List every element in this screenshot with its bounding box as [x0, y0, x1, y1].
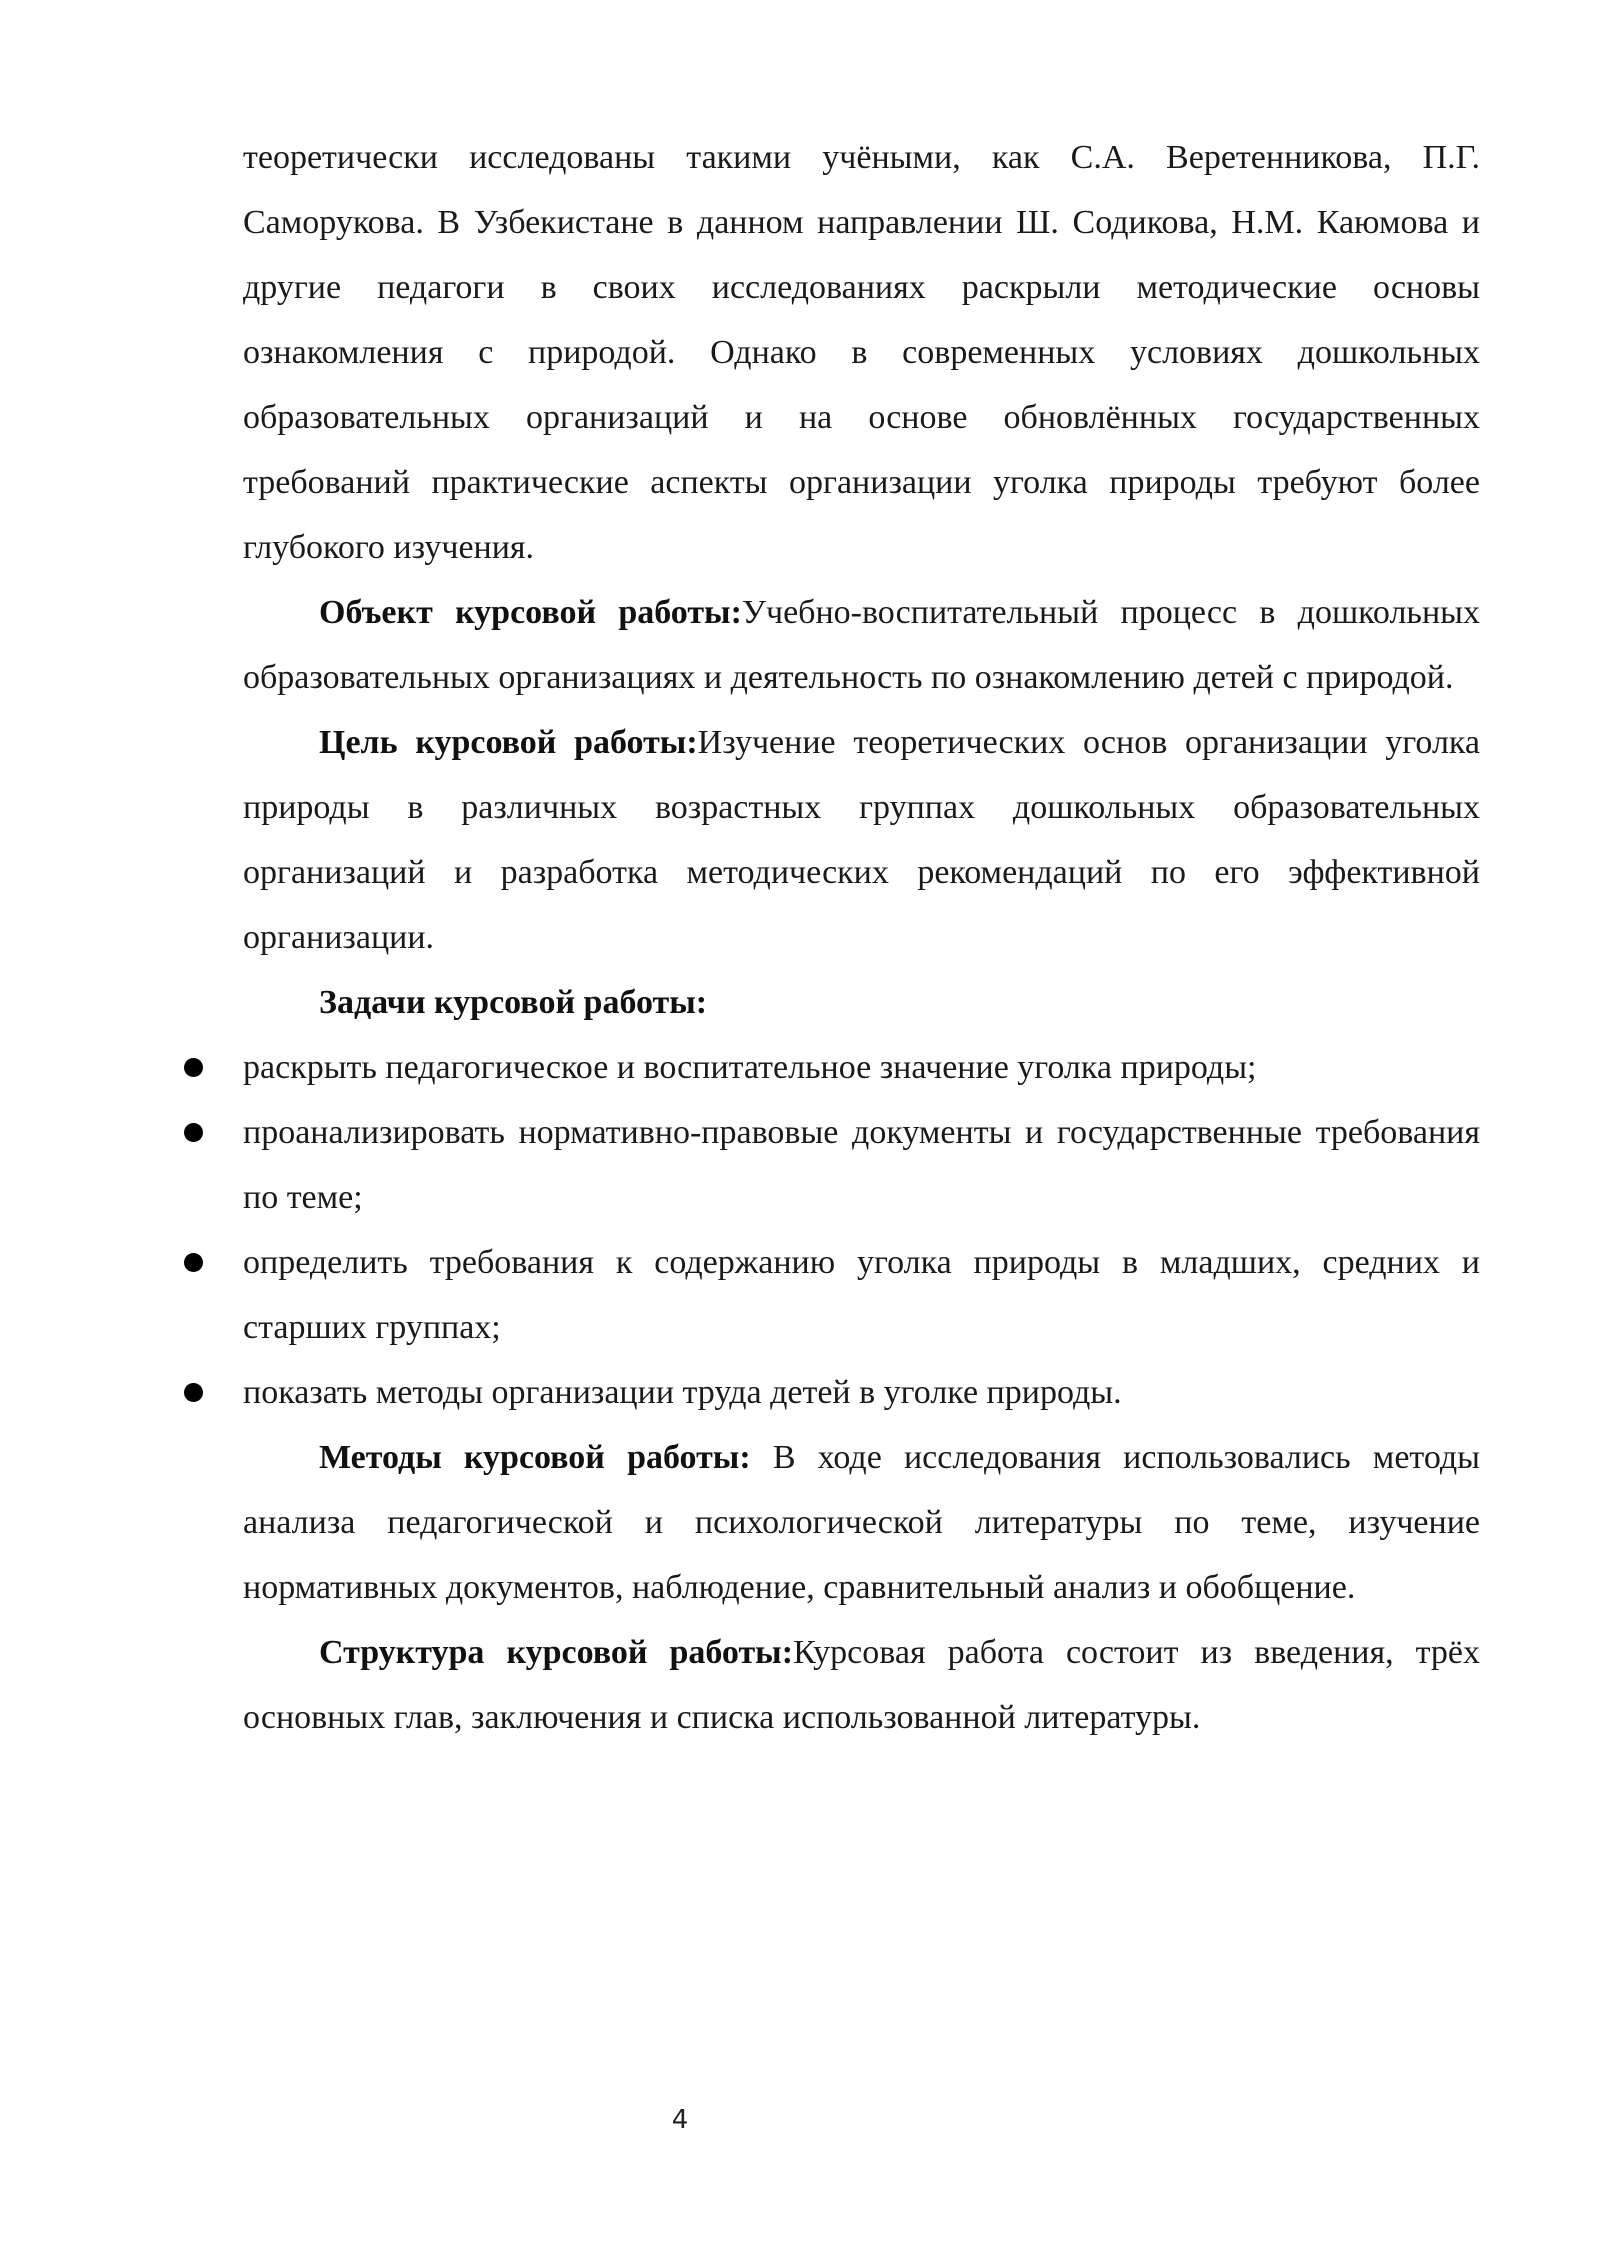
structure-label: Структура курсовой работы: — [319, 1634, 794, 1671]
bullet-icon — [184, 1058, 203, 1077]
bullet-icon — [184, 1253, 203, 1272]
page-body — [243, 125, 1480, 1750]
list-item — [243, 1100, 1480, 1230]
methods-paragraph — [243, 1425, 1480, 1620]
task-text: проанализировать нормативно-правовые документы и государственные требования по теме; — [243, 1114, 1480, 1216]
tasks-label: Задачи курсовой работы: — [319, 984, 708, 1021]
structure-text: Курсовая работа состоит из введения, трёх основных глав, заключения и списка использованной литературы. — [243, 1634, 1481, 1736]
object-text: Учебно-воспитательный процесс в дошкольных образовательных организациях и деятельность по ознакомлению детей с природой. — [243, 594, 1480, 696]
list-item — [243, 1230, 1480, 1360]
bullet-icon — [184, 1383, 203, 1402]
object-paragraph — [243, 580, 1480, 710]
structure-paragraph — [243, 1620, 1480, 1750]
tasks-heading — [243, 970, 1480, 1035]
bullet-icon — [184, 1123, 203, 1142]
object-label: Объект курсовой работы: — [319, 594, 742, 631]
goal-paragraph — [243, 710, 1480, 970]
list-item — [243, 1360, 1480, 1425]
goal-text: Изучение теоретических основ организации уголка природы в различных возрастных группах дошкольных образовательных организаций и разработка методических рекомендаций по его эффективной организации. — [243, 724, 1481, 956]
methods-text: В ходе исследования использовались методы анализа педагогической и психологической литературы по теме, изучение нормативных документов, наблюдение, сравнительный анализ и обобщение. — [243, 1439, 1480, 1606]
tasks-list — [243, 1035, 1480, 1425]
task-text: раскрыть педагогическое и воспитательное значение уголка природы; — [243, 1049, 1257, 1086]
methods-label: Методы курсовой работы: — [319, 1439, 751, 1476]
intro-paragraph: теоретически исследованы такими учёными, как С.А. Веретенникова, П.Г. Саморукова. В Узбекистане в данном направлении Ш. Содикова, Н.М. Каюмова и другие педагоги в своих исследованиях раскрыли методические основы ознакомления с природой. Однако в современных условиях дошкольных образовательных организаций и на основе обновлённых государственных требований практические аспекты организации уголка природы требуют более глубокого изучения. — [243, 139, 1480, 566]
page-number: 4 — [671, 2105, 689, 2135]
task-text: показать методы организации труда детей в уголке природы. — [243, 1374, 1122, 1411]
goal-label: Цель курсовой работы: — [319, 724, 698, 761]
list-item — [243, 1035, 1480, 1100]
task-text: определить требования к содержанию уголка природы в младших, средних и старших группах; — [243, 1244, 1480, 1346]
